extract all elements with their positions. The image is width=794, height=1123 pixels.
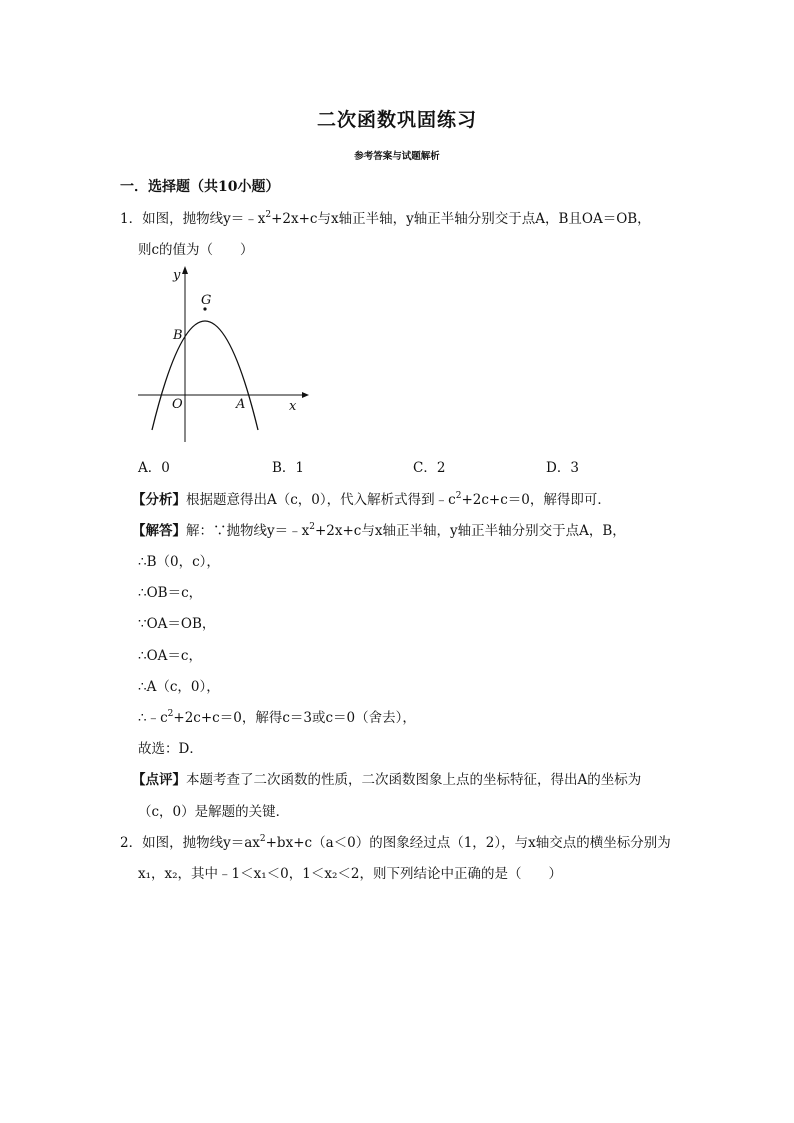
option-a: A．0 bbox=[138, 460, 170, 476]
solution-step: ∴A（c，0）， bbox=[138, 679, 220, 695]
question-1-stem: 1．如图，抛物线$y=﹣x^2+2x+c$与x轴正半轴，y轴正半轴分别交于点A，B且OA＝OB， bbox=[120, 210, 651, 227]
option-d: D．3 bbox=[546, 460, 579, 476]
solution-step: ∴OB＝c， bbox=[138, 585, 203, 601]
solution-step: ∵OA＝OB， bbox=[138, 616, 216, 632]
analysis: 【分析】根据题意得出A（c，0），代入解析式得到$﹣c^2+2c+c=0$，解得即可． bbox=[132, 491, 611, 508]
label-A: A bbox=[236, 397, 246, 412]
y-axis-label: y bbox=[173, 268, 181, 283]
label-B: B bbox=[173, 328, 183, 343]
solution-step: ∴B（0，c）， bbox=[138, 554, 220, 570]
y-axis-arrow bbox=[182, 266, 188, 274]
label-O: O bbox=[172, 397, 183, 412]
page-title: 二次函数巩固练习 bbox=[316, 109, 477, 131]
parabola-curve bbox=[152, 321, 258, 430]
x-axis-label: x bbox=[289, 399, 297, 414]
comment-cont: （c，0）是解题的关键． bbox=[138, 804, 290, 820]
solution-line-1: 【解答】解：∵抛物线$y=﹣x^2+2x+c$与x轴正半轴，y轴正半轴分别交于点A，B， bbox=[132, 522, 626, 539]
question-1-stem-cont: 则c的值为（ ） bbox=[138, 242, 254, 258]
comment: 【点评】本题考查了二次函数的性质，二次函数图象上点的坐标特征，得出A的坐标为 bbox=[132, 772, 642, 788]
section-heading: 一．选择题（共10小题） bbox=[120, 179, 280, 195]
question-2-stem: 2．如图，抛物线$y=ax^2+bx+c(a<0)$的图象经过点（1，2），与x轴交点的横坐标分别为 bbox=[120, 834, 671, 851]
answer: 故选：D． bbox=[138, 741, 203, 757]
solution-step: ∴OA＝c， bbox=[138, 648, 202, 664]
page-subtitle: 参考答案与试题解析 bbox=[354, 151, 440, 162]
question-2-stem-cont: x₁，x₂，其中﹣1＜x₁＜0，1＜x₂＜2，则下列结论中正确的是（ ） bbox=[138, 866, 562, 882]
parabola-graph bbox=[130, 262, 310, 447]
option-c: C．2 bbox=[413, 460, 446, 476]
option-b: B．1 bbox=[272, 460, 305, 476]
x-axis-arrow bbox=[302, 392, 309, 398]
solution-step-final: $\therefore﹣c^2+2c+c=0$，解得c＝3或c＝0（舍去）， bbox=[138, 709, 416, 726]
label-G: G bbox=[201, 293, 212, 308]
